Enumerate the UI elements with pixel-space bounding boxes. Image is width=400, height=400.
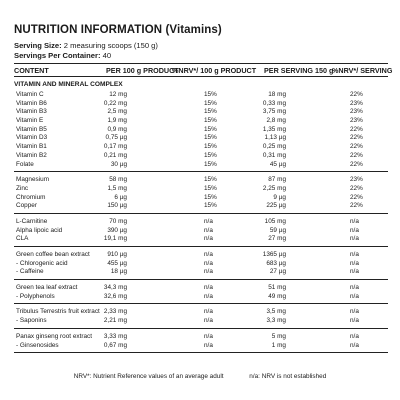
row-nrv-serving: 23% xyxy=(350,108,363,116)
row-name: Vitamin E xyxy=(16,117,44,125)
row-nrv-serving: 22% xyxy=(350,125,363,133)
servings-per-container-value: 40 xyxy=(100,51,112,60)
row-per-100g: 0,21 mg xyxy=(103,151,127,159)
servings-per-container-label: Servings Per Container: xyxy=(14,51,101,60)
row-nrv-serving: n/a xyxy=(350,259,359,267)
table-row xyxy=(14,194,388,203)
row-per-serving: 27 µg xyxy=(269,268,286,276)
table-row xyxy=(14,342,388,351)
table-row xyxy=(14,108,388,117)
row-per-100g: 58 mg xyxy=(109,176,127,184)
row-name: Vitamin B3 xyxy=(16,108,47,116)
row-group xyxy=(14,304,388,328)
row-nrv-100g: n/a xyxy=(204,317,213,325)
row-nrv-serving: 23% xyxy=(350,117,363,125)
row-group xyxy=(14,214,388,247)
row-per-100g: 390 µg xyxy=(107,226,127,234)
header-nrv-serving: %NRV*/ SERVING xyxy=(332,66,393,75)
row-nrv-100g: 15% xyxy=(204,143,217,151)
row-name: Alpha lipoic acid xyxy=(16,226,63,234)
row-nrv-100g: n/a xyxy=(204,259,213,267)
row-nrv-serving: 23% xyxy=(350,176,363,184)
row-per-100g: 6 µg xyxy=(114,193,127,201)
header-per-serving: PER SERVING 150 g xyxy=(264,66,334,75)
row-name: Vitamin D3 xyxy=(16,134,48,142)
table-row xyxy=(14,333,388,342)
row-name: Tribulus Terrestris fruit extract xyxy=(16,308,100,316)
row-name: Vitamin C xyxy=(16,91,44,98)
row-name: Green coffee bean extract xyxy=(16,251,90,258)
row-name: Vitamin B2 xyxy=(16,151,47,159)
row-per-100g: 18 µg xyxy=(110,268,127,276)
row-group xyxy=(14,280,388,304)
row-per-100g: 455 µg xyxy=(107,259,127,267)
row-per-serving: 105 mg xyxy=(264,217,286,225)
header-per-100g: PER 100 g PRODUCT xyxy=(106,66,179,75)
row-nrv-serving: 22% xyxy=(350,143,363,151)
row-nrv-serving: 22% xyxy=(350,193,363,201)
row-per-100g: 2,5 mg xyxy=(107,108,127,116)
table-row xyxy=(14,260,388,269)
row-per-serving: 0,31 mg xyxy=(262,151,286,159)
row-nrv-100g: n/a xyxy=(204,332,213,340)
row-nrv-100g: n/a xyxy=(204,217,213,225)
row-per-serving: 45 µg xyxy=(269,160,286,168)
row-per-100g: 150 µg xyxy=(107,202,127,210)
row-nrv-serving: 22% xyxy=(350,202,363,210)
section-title-text: VITAMIN AND MINERAL COMPLEX xyxy=(14,81,123,88)
row-per-100g: 0,75 µg xyxy=(105,134,127,142)
row-per-100g: 34,3 mg xyxy=(103,284,127,292)
table-row xyxy=(14,91,388,100)
row-name: - Chlorogenic acid xyxy=(16,259,68,267)
row-per-serving: 3,75 mg xyxy=(262,108,286,116)
header-nrv-100g: %NRV*/ 100 g PRODUCT xyxy=(172,66,257,75)
row-per-serving: 2,8 mg xyxy=(266,117,286,125)
row-nrv-100g: 15% xyxy=(204,117,217,125)
row-name: L-Carnitine xyxy=(16,217,48,225)
serving-size xyxy=(14,41,158,50)
row-per-100g: 12 mg xyxy=(109,91,127,98)
row-nrv-serving: 22% xyxy=(350,184,363,192)
row-per-serving: 1365 µg xyxy=(262,251,286,258)
row-per-100g: 2,33 mg xyxy=(103,308,127,316)
row-name: Magnesium xyxy=(16,176,50,184)
row-group xyxy=(14,247,388,280)
row-group xyxy=(14,91,388,172)
row-per-100g: 2,21 mg xyxy=(103,317,127,325)
row-per-100g: 0,9 mg xyxy=(107,125,127,133)
row-per-serving: 1,13 µg xyxy=(264,134,286,142)
table-row xyxy=(14,293,388,302)
table-row xyxy=(14,134,388,143)
row-name: - Caffeine xyxy=(16,268,44,276)
table-row xyxy=(14,268,388,277)
row-nrv-serving: 22% xyxy=(350,160,363,168)
row-per-serving: 59 µg xyxy=(269,226,286,234)
row-per-serving: 1,35 mg xyxy=(262,125,286,133)
row-nrv-100g: 15% xyxy=(204,91,217,98)
row-name: CLA xyxy=(16,235,29,243)
row-nrv-serving: n/a xyxy=(350,284,359,292)
row-name: Vitamin B5 xyxy=(16,125,47,133)
row-nrv-serving: n/a xyxy=(350,317,359,325)
row-nrv-serving: 22% xyxy=(350,91,363,98)
serving-size-label: Serving Size: xyxy=(14,41,62,50)
row-nrv-serving: n/a xyxy=(350,226,359,234)
row-nrv-100g: 15% xyxy=(204,160,217,168)
row-per-serving: 3,3 mg xyxy=(266,317,286,325)
table-row xyxy=(14,235,388,244)
row-nrv-100g: n/a xyxy=(204,284,213,292)
row-nrv-serving: n/a xyxy=(350,308,359,316)
row-nrv-100g: n/a xyxy=(204,268,213,276)
row-name: Green tea leaf extract xyxy=(16,284,78,292)
row-nrv-serving: n/a xyxy=(350,341,359,349)
table-row xyxy=(14,152,388,161)
table-row xyxy=(14,284,388,293)
footer-notes xyxy=(0,373,400,380)
row-name: Copper xyxy=(16,202,37,210)
table-row xyxy=(14,202,388,211)
row-name: - Ginsenosides xyxy=(16,341,59,349)
row-per-serving: 18 mg xyxy=(268,91,286,98)
row-per-100g: 0,67 mg xyxy=(103,341,127,349)
table-row xyxy=(14,317,388,326)
row-nrv-serving: n/a xyxy=(350,235,359,243)
nutrition-table xyxy=(14,63,393,353)
row-per-serving: 3,5 mg xyxy=(266,308,286,316)
table-body xyxy=(14,91,388,353)
table-row xyxy=(14,218,388,227)
row-nrv-serving: n/a xyxy=(350,292,359,300)
row-per-serving: 27 mg xyxy=(268,235,286,243)
header-content: CONTENT xyxy=(14,66,49,75)
table-row xyxy=(14,176,388,185)
row-nrv-serving: n/a xyxy=(350,268,359,276)
row-nrv-100g: 15% xyxy=(204,108,217,116)
row-per-serving: 51 mg xyxy=(268,284,286,292)
row-per-100g: 30 µg xyxy=(110,160,127,168)
row-name: Vitamin B1 xyxy=(16,143,47,151)
row-name: - Polyphenols xyxy=(16,292,55,300)
row-nrv-serving: n/a xyxy=(350,251,359,258)
nrv-footnote: NRV*: Nutrient Reference values of an average adult xyxy=(73,373,224,380)
row-name: Vitamin B6 xyxy=(16,99,47,107)
row-nrv-serving: n/a xyxy=(350,217,359,225)
row-nrv-serving: n/a xyxy=(350,332,359,340)
na-footnote: n/a: NRV is not established xyxy=(249,373,327,380)
row-per-serving: 225 µg xyxy=(266,202,286,210)
row-name: Folate xyxy=(16,160,34,168)
row-nrv-serving: 22% xyxy=(350,151,363,159)
page-title: NUTRITION INFORMATION (Vitamins) xyxy=(14,24,222,36)
row-group xyxy=(14,329,388,353)
row-nrv-100g: n/a xyxy=(204,251,213,258)
row-per-serving: 9 µg xyxy=(273,193,286,201)
row-per-100g: 1,5 mg xyxy=(107,184,127,192)
table-row xyxy=(14,308,388,317)
row-name: Zinc xyxy=(16,184,29,192)
table-header xyxy=(14,63,393,77)
serving-size-value: 2 measuring scoops (150 g) xyxy=(61,41,158,50)
row-per-100g: 70 mg xyxy=(109,217,127,225)
row-per-100g: 32,6 mg xyxy=(103,292,127,300)
row-nrv-100g: 15% xyxy=(204,176,217,184)
row-name: Chromium xyxy=(16,193,46,201)
row-per-100g: 19,1 mg xyxy=(103,235,127,243)
row-nrv-serving: 23% xyxy=(350,99,363,107)
row-per-100g: 910 µg xyxy=(107,251,127,258)
table-row xyxy=(14,185,388,194)
row-per-100g: 3,33 mg xyxy=(103,332,127,340)
row-nrv-100g: n/a xyxy=(204,341,213,349)
servings-per-container xyxy=(14,51,111,60)
row-per-serving: 5 mg xyxy=(271,332,286,340)
row-per-serving: 1 mg xyxy=(271,341,286,349)
row-per-100g: 1,9 mg xyxy=(107,117,127,125)
row-per-100g: 0,22 mg xyxy=(103,99,127,107)
row-nrv-100g: 15% xyxy=(204,202,217,210)
table-row xyxy=(14,161,388,170)
row-per-serving: 683 µg xyxy=(266,259,286,267)
row-nrv-100g: 15% xyxy=(204,151,217,159)
table-row xyxy=(14,227,388,236)
row-nrv-100g: 15% xyxy=(204,193,217,201)
row-nrv-serving: 22% xyxy=(350,134,363,142)
table-row xyxy=(14,100,388,109)
table-row xyxy=(14,251,388,260)
row-nrv-100g: 15% xyxy=(204,99,217,107)
row-nrv-100g: 15% xyxy=(204,184,217,192)
table-row xyxy=(14,126,388,135)
row-per-serving: 2,25 mg xyxy=(262,184,286,192)
row-per-100g: 0,17 mg xyxy=(103,143,127,151)
table-row xyxy=(14,117,388,126)
row-per-serving: 0,25 mg xyxy=(262,143,286,151)
section-title xyxy=(14,80,388,91)
row-name: - Saponins xyxy=(16,317,47,325)
table-row xyxy=(14,143,388,152)
row-nrv-100g: 15% xyxy=(204,125,217,133)
row-nrv-100g: n/a xyxy=(204,226,213,234)
row-nrv-100g: n/a xyxy=(204,308,213,316)
row-per-serving: 49 mg xyxy=(268,292,286,300)
row-group xyxy=(14,172,388,214)
row-per-serving: 0,33 mg xyxy=(262,99,286,107)
row-nrv-100g: n/a xyxy=(204,235,213,243)
row-name: Panax ginseng root extract xyxy=(16,332,93,340)
row-nrv-100g: n/a xyxy=(204,292,213,300)
row-per-serving: 87 mg xyxy=(268,176,286,184)
row-nrv-100g: 15% xyxy=(204,134,217,142)
